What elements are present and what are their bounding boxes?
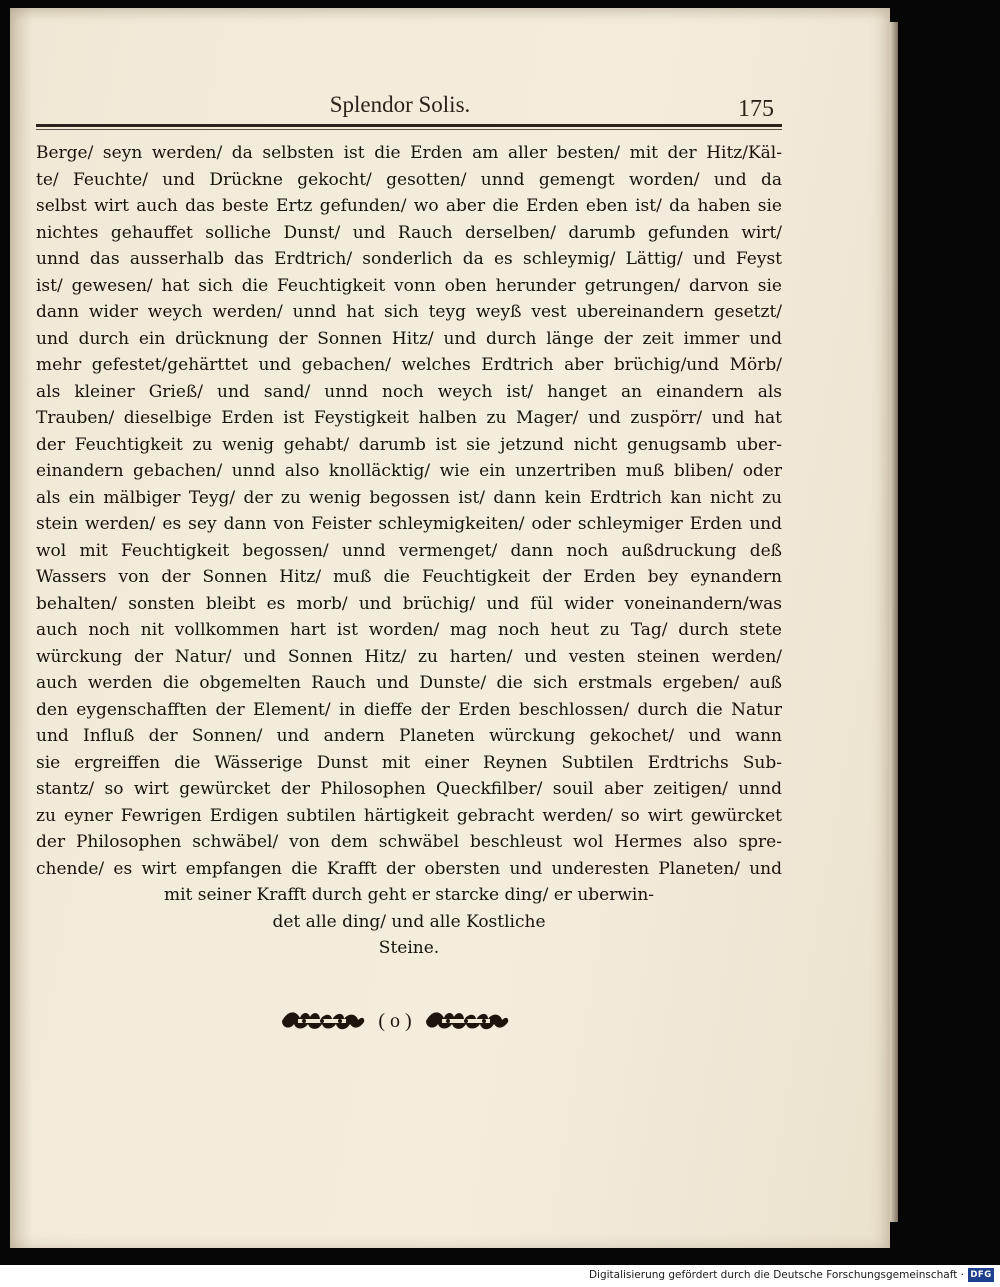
text-line: einandern gebachen/ unnd also knolläcktig/ wie ein unzertriben muß bliben/ oder [36,461,782,481]
text-line: ist/ gewesen/ hat sich die Feuchtigkeit vonn oben herunder getrungen/ darvon sie [36,275,782,296]
text-line: stein werden/ es sey dann von Feister schleymigkeiten/ oder schleymiger Erden und [36,514,782,534]
text-line: zu eyner Fewrigen Erdigen subtilen härtigkeit gebracht werden/ so wirt gewürcket [36,805,782,826]
dfg-logo: DFG [968,1268,994,1282]
text-line: als kleiner Grieß/ und sand/ unnd noch weych ist/ hanget an einandern als [36,381,782,402]
text-line: Wassers von der Sonnen Hitz/ muß die Feuchtigkeit der Erden bey eynandern [36,567,782,587]
ornament-text: ( o ) [378,1009,412,1032]
page-number: 175 [738,96,774,122]
text-line: te/ Feuchte/ und Drückne gekocht/ gesotten/ unnd gemengt worden/ und da [36,169,782,190]
text-line: stantz/ so wirt gewürcket der Philosophen Queckfilber/ souil aber zeitigen/ unnd [36,779,782,799]
fleuron-left-icon [280,1008,366,1034]
text-line: Trauben/ dieselbige Erden ist Feystigkeit halben zu Mager/ und zuspörr/ und hat [36,408,782,428]
text-line: Berge/ seyn werden/ da selbsten ist die Erden am aller besten/ mit der Hitz/Käl- [36,143,782,163]
text-line: und Influß der Sonnen/ und andern Planeten würckung gekochet/ und wann [36,726,782,746]
text-line: sie ergreiffen die Wässerige Dunst mit einer Reynen Subtilen Erdtrichs Sub- [36,752,782,773]
tailpiece-ornament [280,1006,510,1036]
text-line: der Feuchtigkeit zu wenig gehabt/ darumb ist sie jetzund nicht genugsamb uber- [36,434,782,455]
text-line: nichtes gehauffet solliche Dunst/ und Rauch derselben/ darumb gefunden wirt/ [36,222,782,243]
header-rule [36,124,782,127]
text-line: unnd das ausserhalb das Erdtrich/ sonderlich da es schleymig/ Lättig/ und Feyst [36,249,782,269]
text-line: dann wider weych werden/ unnd hat sich teyg weyß vest ubereinandern gesetzt/ [36,302,782,322]
text-line: chende/ es wirt empfangen die Krafft der obersten und underesten Planeten/ und [36,858,782,879]
text-line: wol mit Feuchtigkeit begossen/ unnd vermenget/ dann noch außdruckung deß [36,540,782,561]
text-line: auch noch nit vollkommen hart ist worden/ mag noch heut zu Tag/ durch stete [36,620,782,640]
footer-bar [0,1265,1000,1287]
text-line: als ein mälbiger Teyg/ der zu wenig begossen ist/ dann kein Erdtrich kan nicht zu [36,487,782,508]
text-line: mehr gefestet/gehärttet und gebachen/ welches Erdtrich aber brüchig/und Mörb/ [36,355,782,375]
closing-line: Steine. [378,938,440,958]
running-head: Splendor Solis. [329,92,471,117]
body-text [36,140,782,962]
page-edge [890,22,898,1222]
text-line: behalten/ sonsten bleibt es morb/ und brüchig/ und fül wider voneinandern/was [36,593,782,614]
text-line: auch werden die obgemelten Rauch und Dunste/ die sich erstmals ergeben/ auß [36,673,782,693]
closing-line: mit seiner Krafft durch geht er starcke ding/ er uberwin- [163,885,655,905]
text-line: selbst wirt auch das beste Ertz gefunden/ wo aber die Erden eben ist/ da haben sie [36,196,782,216]
closing-line: det alle ding/ und alle Kostliche [272,911,546,932]
text-line: der Philosophen schwäbel/ von dem schwäbel beschleust wol Hermes also spre- [36,832,782,852]
text-line: und durch ein drücknung der Sonnen Hitz/ und durch länge der zeit immer und [36,328,782,349]
text-line: würckung der Natur/ und Sonnen Hitz/ zu harten/ und vesten steinen werden/ [36,646,782,667]
text-line: den eygenschafften der Element/ in dieffe der Erden beschlossen/ durch die Natur [36,699,782,720]
fleuron-right-icon [424,1008,510,1034]
footer-credit: Digitalisierung gefördert durch die Deutsche Forschungsgemeinschaft · [588,1269,964,1281]
